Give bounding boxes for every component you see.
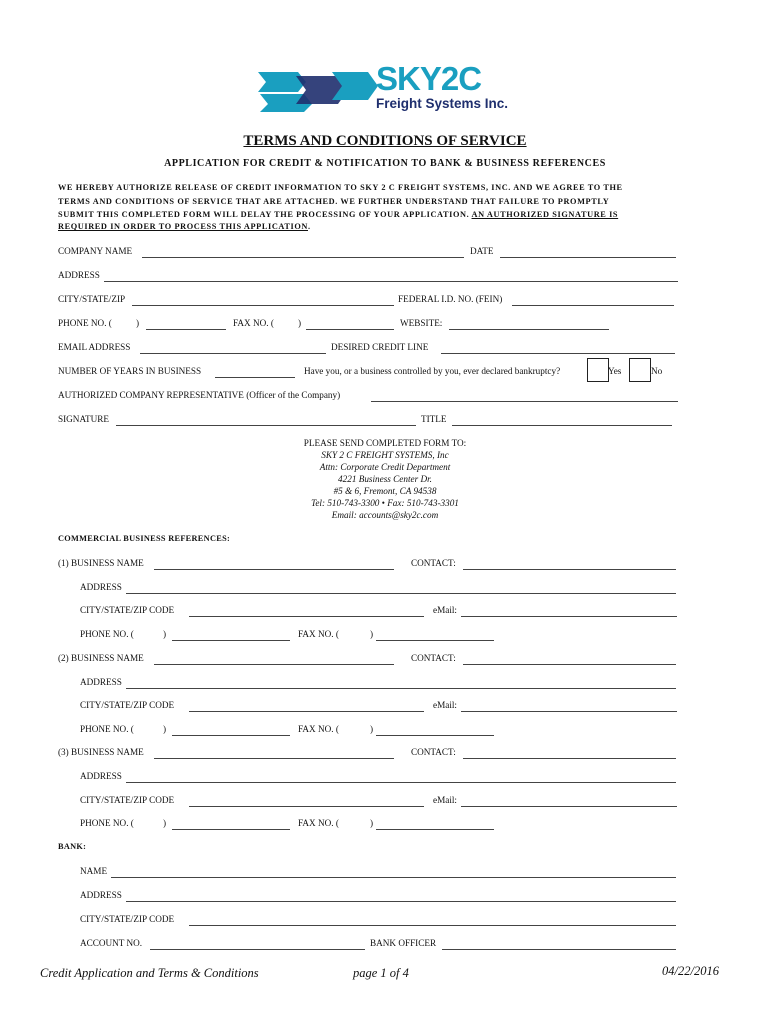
send-to-company: SKY 2 C FREIGHT SYSTEMS, Inc bbox=[321, 450, 449, 460]
ref3-phone-field[interactable] bbox=[172, 829, 290, 830]
bank-account-field[interactable] bbox=[150, 949, 365, 950]
bankruptcy-yes-checkbox[interactable] bbox=[587, 358, 609, 382]
ref2-contact-label: CONTACT: bbox=[411, 653, 456, 663]
send-to-suite: #5 & 6, Fremont, CA 94538 bbox=[333, 486, 437, 496]
title-field[interactable] bbox=[452, 425, 672, 426]
fax-close: ) bbox=[298, 318, 302, 328]
intro-line-1: WE HEREBY AUTHORIZE RELEASE OF CREDIT INFORMATION TO SKY 2 C FREIGHT SYSTEMS, INC. AND WE AGREE TO THE bbox=[58, 183, 623, 192]
city-state-zip-field[interactable] bbox=[132, 305, 394, 306]
ref2-city-label: CITY/STATE/ZIP CODE bbox=[80, 700, 175, 710]
date-field[interactable] bbox=[500, 257, 676, 258]
website-field[interactable] bbox=[449, 329, 609, 330]
ref2-city-field[interactable] bbox=[189, 711, 424, 712]
phone-label: PHONE NO. ( bbox=[58, 318, 112, 328]
ref1-address-field[interactable] bbox=[126, 593, 676, 594]
ref2-fax-close: ) bbox=[370, 724, 374, 734]
ref2-email-label: eMail: bbox=[433, 700, 457, 710]
intro-line-3 bbox=[58, 210, 618, 219]
credit-line-label: DESIRED CREDIT LINE bbox=[331, 342, 429, 352]
ref2-name-label: (2) BUSINESS NAME bbox=[58, 653, 144, 663]
ref3-name-field[interactable] bbox=[154, 758, 394, 759]
bankruptcy-question: Have you, or a business controlled by you, ever declared bankruptcy? bbox=[304, 366, 561, 376]
send-to-email: Email: accounts@sky2c.com bbox=[331, 510, 439, 520]
bank-officer-label: BANK OFFICER bbox=[370, 938, 437, 948]
fein-label: FEDERAL I.D. NO. (FEIN) bbox=[398, 294, 503, 304]
ref1-contact-field[interactable] bbox=[463, 569, 676, 570]
send-to-phone-fax: Tel: 510-743-3300 • Fax: 510-743-3301 bbox=[311, 498, 459, 508]
ref2-email-field[interactable] bbox=[461, 711, 677, 712]
intro-line-2: TERMS AND CONDITIONS OF SERVICE THAT ARE ATTACHED. WE FURTHER UNDERSTAND THAT FAILURE TO PROMPTLY bbox=[58, 197, 610, 206]
ref1-name-field[interactable] bbox=[154, 569, 394, 570]
ref2-name-field[interactable] bbox=[154, 664, 394, 665]
ref1-fax-close: ) bbox=[370, 629, 374, 639]
ref2-fax-label: FAX NO. ( bbox=[298, 724, 339, 734]
ref1-address-label: ADDRESS bbox=[80, 582, 122, 592]
representative-field[interactable] bbox=[371, 401, 678, 402]
bank-name-label: NAME bbox=[80, 866, 108, 876]
bank-address-field[interactable] bbox=[126, 901, 676, 902]
date-label: DATE bbox=[470, 246, 494, 256]
references-heading: COMMERCIAL BUSINESS REFERENCES: bbox=[58, 534, 231, 543]
ref1-fax-label: FAX NO. ( bbox=[298, 629, 339, 639]
website-label: WEBSITE: bbox=[400, 318, 443, 328]
bank-address-label: ADDRESS bbox=[80, 890, 122, 900]
ref3-contact-field[interactable] bbox=[463, 758, 676, 759]
city-state-zip-label: CITY/STATE/ZIP bbox=[58, 294, 126, 304]
ref2-fax-field[interactable] bbox=[376, 735, 494, 736]
ref1-email-label: eMail: bbox=[433, 605, 457, 615]
years-label: NUMBER OF YEARS IN BUSINESS bbox=[58, 366, 202, 376]
company-logo bbox=[258, 60, 518, 116]
ref3-phone-close: ) bbox=[163, 818, 167, 828]
address-label: ADDRESS bbox=[58, 270, 100, 280]
ref3-city-field[interactable] bbox=[189, 806, 424, 807]
address-field[interactable] bbox=[104, 281, 678, 282]
ref3-contact-label: CONTACT: bbox=[411, 747, 456, 757]
bankruptcy-no-checkbox[interactable] bbox=[629, 358, 651, 382]
ref1-city-label: CITY/STATE/ZIP CODE bbox=[80, 605, 175, 615]
bank-account-label: ACCOUNT NO. bbox=[80, 938, 143, 948]
fax-label: FAX NO. ( bbox=[233, 318, 274, 328]
bank-name-field[interactable] bbox=[111, 877, 676, 878]
email-field[interactable] bbox=[140, 353, 326, 354]
page-title: TERMS AND CONDITIONS OF SERVICE bbox=[243, 133, 527, 149]
phone-field[interactable] bbox=[146, 329, 226, 330]
fax-field[interactable] bbox=[306, 329, 394, 330]
ref1-city-field[interactable] bbox=[189, 616, 424, 617]
fein-field[interactable] bbox=[512, 305, 674, 306]
ref2-phone-close: ) bbox=[163, 724, 167, 734]
company-name-label: COMPANY NAME bbox=[58, 246, 133, 256]
representative-label: AUTHORIZED COMPANY REPRESENTATIVE (Officer of the Company) bbox=[58, 390, 341, 400]
logo-brand-text: SKY2C bbox=[376, 60, 482, 97]
intro-line-4-end: . bbox=[308, 222, 311, 231]
years-field[interactable] bbox=[215, 377, 295, 378]
title-label: TITLE bbox=[421, 414, 447, 424]
bank-heading: BANK: bbox=[58, 842, 87, 851]
footer-page-number: page 1 of 4 bbox=[353, 966, 409, 980]
ref3-city-label: CITY/STATE/ZIP CODE bbox=[80, 795, 175, 805]
send-to-attn: Attn: Corporate Credit Department bbox=[319, 462, 451, 472]
ref2-address-field[interactable] bbox=[126, 688, 676, 689]
ref1-phone-label: PHONE NO. ( bbox=[80, 629, 134, 639]
signature-field[interactable] bbox=[116, 425, 416, 426]
bank-city-label: CITY/STATE/ZIP CODE bbox=[80, 914, 175, 924]
bank-officer-field[interactable] bbox=[442, 949, 676, 950]
intro-line-4-text: REQUIRED IN ORDER TO PROCESS THIS APPLICATION bbox=[58, 222, 308, 231]
ref1-fax-field[interactable] bbox=[376, 640, 494, 641]
ref3-phone-label: PHONE NO. ( bbox=[80, 818, 134, 828]
ref3-email-label: eMail: bbox=[433, 795, 457, 805]
ref2-phone-field[interactable] bbox=[172, 735, 290, 736]
ref1-contact-label: CONTACT: bbox=[411, 558, 456, 568]
ref3-fax-field[interactable] bbox=[376, 829, 494, 830]
ref3-address-field[interactable] bbox=[126, 782, 676, 783]
ref1-email-field[interactable] bbox=[461, 616, 677, 617]
bankruptcy-no-label: No bbox=[651, 366, 663, 376]
ref3-fax-close: ) bbox=[370, 818, 374, 828]
ref3-email-field[interactable] bbox=[461, 806, 677, 807]
ref3-fax-label: FAX NO. ( bbox=[298, 818, 339, 828]
send-to-street: 4221 Business Center Dr. bbox=[338, 474, 432, 484]
ref3-address-label: ADDRESS bbox=[80, 771, 122, 781]
ref3-name-label: (3) BUSINESS NAME bbox=[58, 747, 144, 757]
email-label: EMAIL ADDRESS bbox=[58, 342, 131, 352]
signature-label: SIGNATURE bbox=[58, 414, 110, 424]
phone-close: ) bbox=[136, 318, 140, 328]
ref2-address-label: ADDRESS bbox=[80, 677, 122, 687]
credit-line-field[interactable] bbox=[441, 353, 675, 354]
ref1-phone-field[interactable] bbox=[172, 640, 290, 641]
intro-signature-required: AN AUTHORIZED SIGNATURE IS bbox=[471, 210, 619, 219]
intro-line-4 bbox=[58, 222, 311, 231]
ref2-phone-label: PHONE NO. ( bbox=[80, 724, 134, 734]
intro-line-3a: SUBMIT THIS COMPLETED FORM WILL DELAY THE PROCESSING OF YOUR APPLICATION. bbox=[58, 210, 472, 219]
ref1-name-label: (1) BUSINESS NAME bbox=[58, 558, 144, 568]
logo-tagline: Freight Systems Inc. bbox=[376, 96, 509, 111]
logo-arrows-icon bbox=[258, 68, 378, 112]
footer-left: Credit Application and Terms & Conditions bbox=[40, 966, 259, 980]
page-subtitle: APPLICATION FOR CREDIT & NOTIFICATION TO BANK & BUSINESS REFERENCES bbox=[164, 158, 606, 169]
bank-city-field[interactable] bbox=[189, 925, 676, 926]
bankruptcy-yes-label: Yes bbox=[608, 366, 622, 376]
ref1-phone-close: ) bbox=[163, 629, 167, 639]
ref2-contact-field[interactable] bbox=[463, 664, 676, 665]
footer-date: 04/22/2016 bbox=[662, 964, 719, 978]
company-name-field[interactable] bbox=[142, 257, 464, 258]
send-to-heading: PLEASE SEND COMPLETED FORM TO: bbox=[303, 438, 467, 448]
